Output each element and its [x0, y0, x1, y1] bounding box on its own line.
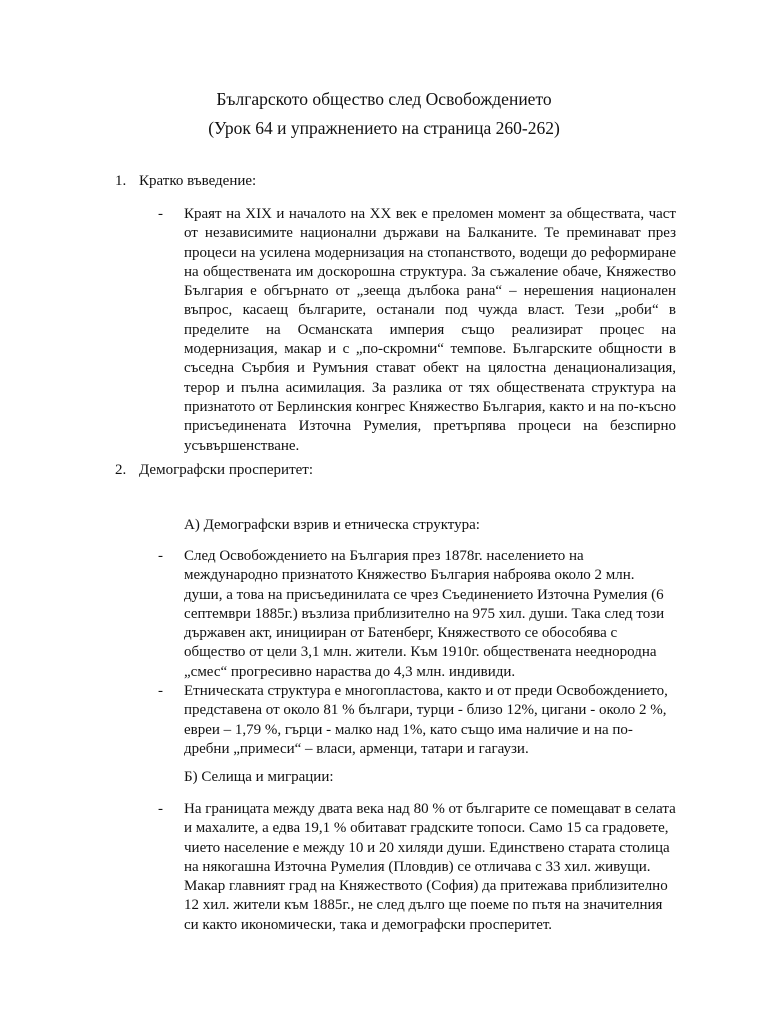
- section-heading-demography: [115, 461, 313, 479]
- paragraph: След Освобождението на България през 1878г. населението на международно признатото Княжество България наброява около 2 млн. души, а това на присъединилата се чрез Съединението Източна Румелия (6 септември 1885г.) възлиза приблизително на 975 хил. души. Така след този държавен акт, иницииран от Батенберг, Княжеството се обособява с общество от цели 3,1 млн. жители. Към 1910г. обществената нееднородна „смес“ прогресивно нараства до 4,3 млн. индивиди.: [184, 548, 665, 680]
- bullet-marker: -: [158, 683, 163, 699]
- section-heading-intro: [115, 172, 256, 190]
- bullet-marker: -: [158, 548, 163, 564]
- section-title: Кратко въведение:: [139, 173, 257, 189]
- document-subtitle: (Урок 64 и упражнението на страница 260-262): [208, 118, 560, 138]
- bullet-marker: -: [158, 801, 163, 817]
- document-title: Българското общество след Освобождението: [216, 89, 552, 109]
- section-title: Демографски просперитет:: [139, 462, 314, 478]
- paragraph: Етническата структура е многопластова, както и от преди Освобождението, представена от около 81 % българи, турци - близо 12%, цигани - около 2 %, евреи – 1,79 %, гърци - малко над 1%, като също има наличие и на по-дребни „примеси“ – власи, арменци, татари и гагаузи.: [184, 683, 668, 757]
- paragraph: Краят на XIX и началото на XX век е преломен момент за обществата, част от независимите национални държави на Балканите. Те преминават през процеси на усилена модернизация на стопанството, водещи до реформиране на обществената им доскорошна структура. За съжаление обаче, Княжество България е обгърнато от „зееща дълбока рана“ – нерешения национален въпрос, касаещ българите, останали под чужда власт. Тези „роби“ в пределите на Османската империя също реализират процес на модернизация, макар и с „по-скромни“ темпове. Българските общности в съседна Сърбия и Румъния стават обект на цялостна денационализация, терор и пълна асимилация. За разлика от тях обществената структура на признатото от Берлинския конгрес Княжество България, както и на по-късно присъединената Източна Румелия, претърпява процеси на безспирно усъвършенстване.: [184, 206, 676, 454]
- subsection-heading-settlements: Б) Селища и миграции:: [184, 769, 334, 785]
- subsection-heading-demographic-boom: А) Демографски взрив и етническа структура:: [184, 517, 480, 533]
- section-number: 1.: [115, 173, 127, 189]
- bullet-marker: -: [158, 206, 163, 222]
- paragraph: На границата между двата века над 80 % от българите се помещават в селата и махалите, а едва 19,1 % обитават градските топоси. Само 15 са градовете, чието население е между 10 и 20 хиляди души. Единствено старата столица на някогашна Източна Румелия (Пловдив) се отличава с 33 хил. живущи. Макар главният град на Княжеството (София) да притежава приблизително 12 хил. жители към 1885г., не след дълго ще поеме по пътя на значителния си както икономически, така и демографски просперитет.: [184, 801, 676, 933]
- section-number: 2.: [115, 462, 127, 478]
